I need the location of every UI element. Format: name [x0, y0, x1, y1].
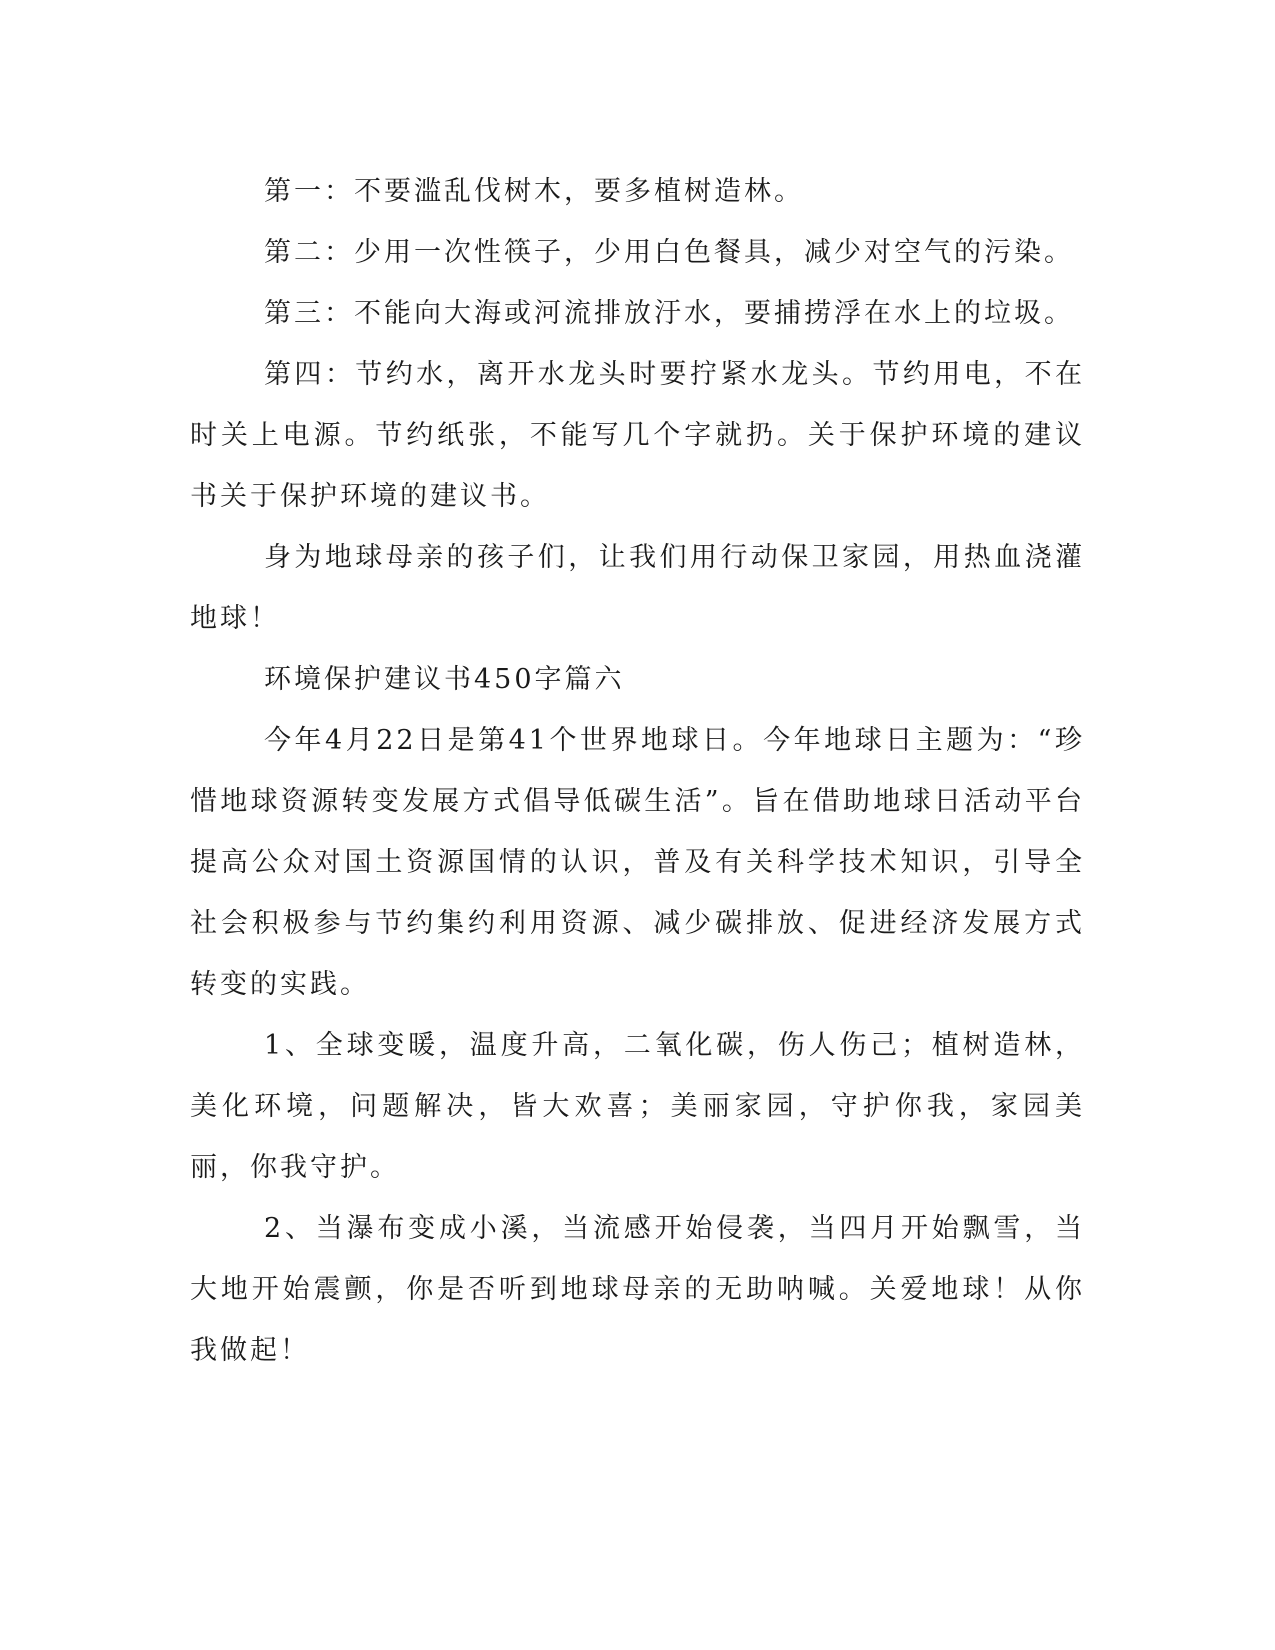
paragraph-earth-day: 今年4月22日是第41个世界地球日。今年地球日主题为：“珍惜地球资源转变发展方式倡导低碳生活”。旨在借助地球日活动平台提高公众对国土资源国情的认识，普及有关科学技术知识，引导全社会积极参与节约集约利用资源、减少碳排放、促进经济发展方式转变的实践。: [190, 725, 1085, 1000]
paragraph-tip-3: 第三：不能向大海或河流排放汙水，要捕捞浮在水上的垃圾。: [264, 298, 1074, 329]
paragraph-tip-4: 第四：节约水，离开水龙头时要拧紧水龙头。节约用电，不在时关上电源。节约纸张，不能写几个字就扔。关于保护环境的建议书关于保护环境的建议书。: [190, 359, 1085, 512]
paragraph-slogan-2: 2、当瀑布变成小溪，当流感开始侵袭，当四月开始飘雪，当大地开始震颤，你是否听到地球母亲的无助呐喊。关爱地球！从你我做起！: [190, 1213, 1085, 1366]
paragraph-slogan-1: 1、全球变暖，温度升高，二氧化碳，伤人伤己；植树造林，美化环境，问题解决，皆大欢喜；美丽家园，守护你我，家园美丽，你我守护。: [190, 1030, 1085, 1183]
paragraph-tip-2: 第二：少用一次性筷子，少用白色餐具，减少对空气的污染。: [264, 237, 1074, 268]
paragraph-tip-1: 第一：不要滥乱伐树木，要多植树造林。: [264, 176, 804, 207]
paragraph-appeal: 身为地球母亲的孩子们，让我们用行动保卫家园，用热血浇灌地球！: [190, 542, 1085, 634]
document-body: [190, 161, 1085, 1381]
section-heading: 环境保护建议书450字篇六: [264, 664, 625, 695]
